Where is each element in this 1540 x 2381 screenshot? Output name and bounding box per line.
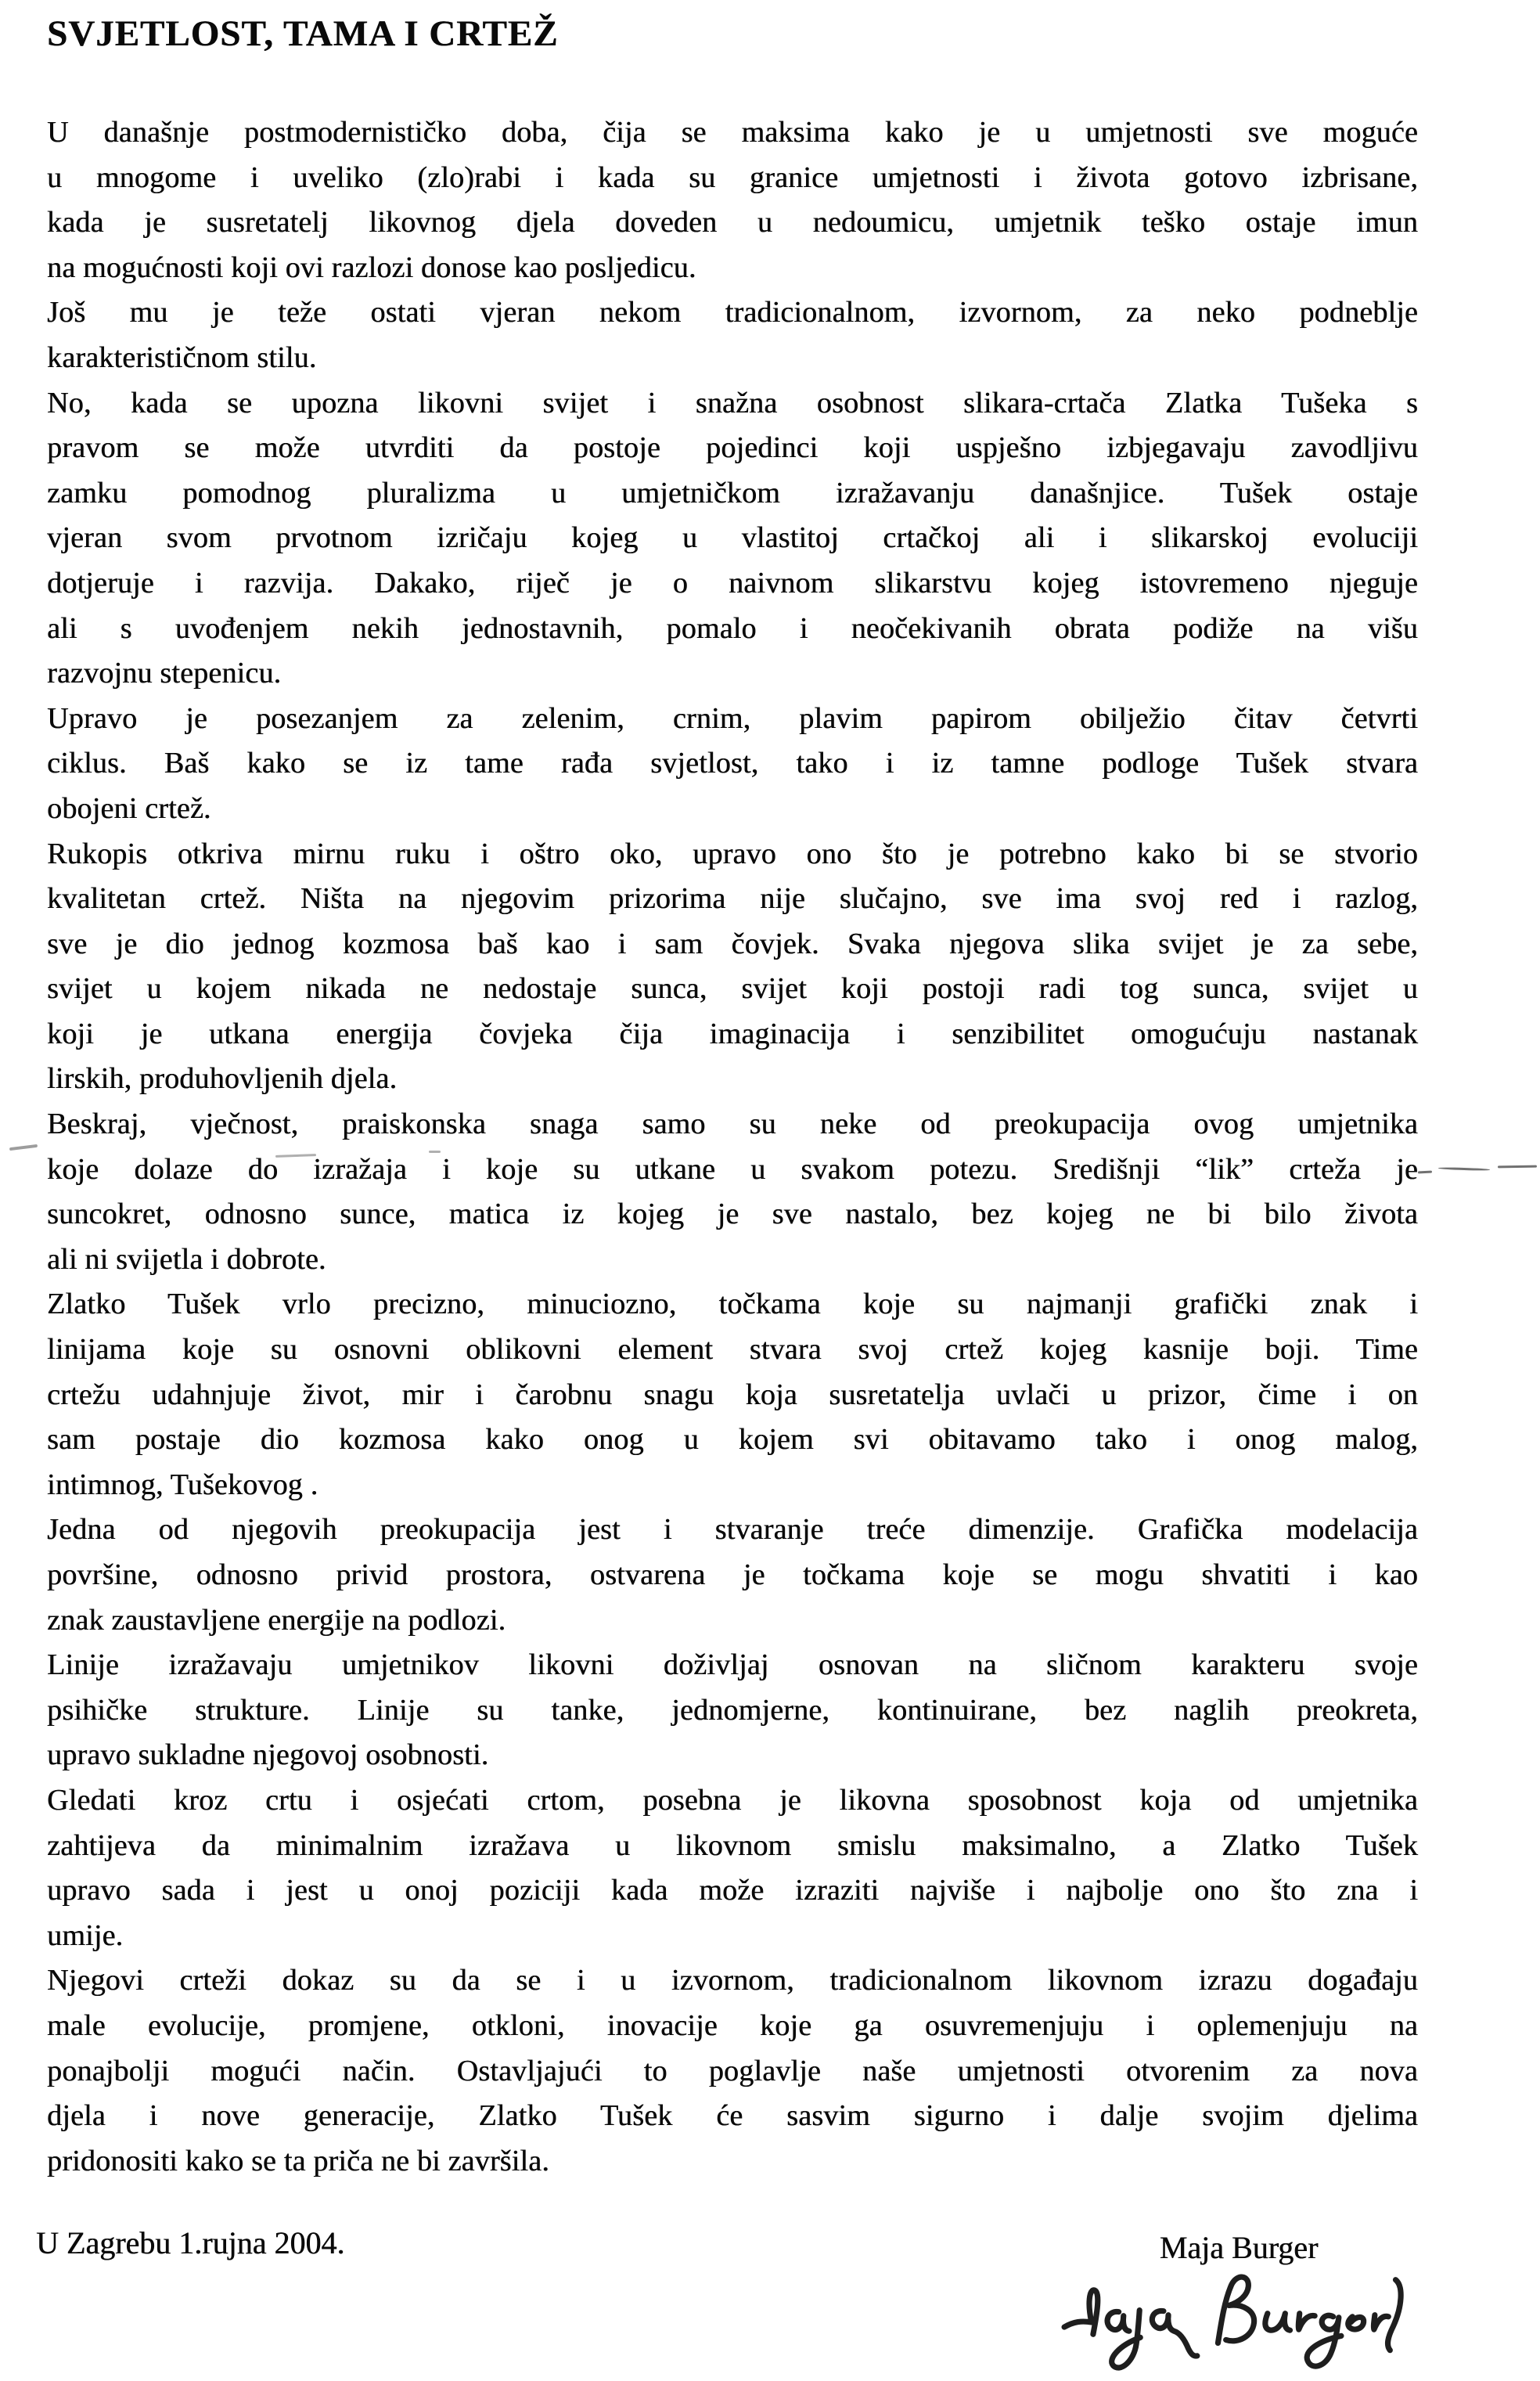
paragraph [47,1507,1418,1643]
text-line: znak zaustavljene energije na podlozi. [47,1603,506,1637]
text-line: svijet u kojem nikada ne nedostaje sunca, svijet koji postoji radi tog sunca, svijet u [47,972,1418,1006]
document-title: SVJETLOST, TAMA I CRTEŽ [47,13,559,54]
paragraph [47,110,1418,290]
pencil-mark-right-margin [1498,1165,1537,1169]
text-line: pridonositi kako se ta priča ne bi završila. [47,2144,549,2177]
pencil-mark-over-text [429,1151,441,1153]
text-line: ponajbolji mogući način. Ostavljajući to poglavlje naše umjetnosti otvorenim za nova [47,2054,1418,2087]
text-line: ali ni svijetla i dobrote. [47,1242,326,1276]
text-line: koje dolaze do izražaja i koje su utkane u svakom potezu. Središnji “lik” crteža je [47,1152,1418,1186]
text-line: sam postaje dio kozmosa kako onog u kojem svi obitavamo tako i onog malog, [47,1423,1418,1457]
text-line: Zlatko Tušek vrlo precizno, minuciozno, točkama koje su najmanji grafički znak i [47,1288,1418,1321]
text-line: vjeran svom prvotnom izričaju kojeg u vlastitoj crtačkoj ali i slikarskoj evoluciji [47,521,1418,555]
text-line: U današnje postmodernističko doba, čija se maksima kako je u umjetnosti sve moguće [47,116,1418,149]
text-line: zamku pomodnog pluralizma u umjetničkom izražavanju današnjice. Tušek ostaje [47,476,1418,510]
text-line: crtežu udahnjuje život, mir i čarobnu snagu koja susretatelja uvlači u prizor, čime i on [47,1378,1418,1411]
paragraph [47,290,1418,380]
text-line: kvalitetan crtež. Ništa na njegovim prizorima nije slučajno, sve ima svoj red i razlog, [47,882,1418,916]
text-line: na mogućnosti koji ovi razlozi donose kao posljedicu. [47,250,696,284]
pencil-mark-left-margin [9,1144,38,1151]
text-line: koji je utkana energija čovjeka čija imaginacija i senzibilitet omogućuju nastanak [47,1017,1418,1050]
text-line: Linije izražavaju umjetnikov likovni doživljaj osnovan na sličnom karakteru svoje [47,1648,1418,1682]
text-line: psihičke strukture. Linije su tanke, jednomjerne, kontinuirane, bez naglih preokreta, [47,1693,1418,1727]
text-line: Jedna od njegovih preokupacija jest i stvaranje treće dimenzije. Grafička modelacija [47,1513,1418,1547]
text-line: Još mu je teže ostati vjeran nekom tradicionalnom, izvornom, za neko podneblje [47,296,1418,330]
text-line: lirskih, produhovljenih djela. [47,1062,398,1096]
text-line: Beskraj, vječnost, praiskonska snaga samo su neke od preokupacija ovog umjetnika [47,1108,1418,1141]
document-body [47,110,1418,2184]
paragraph [47,1102,1418,1282]
text-line: Upravo je posezanjem za zelenim, crnim, plavim papirom obilježio čitav četvrti [47,701,1418,735]
paragraph [47,1958,1418,2184]
text-line: Rukopis otkriva mirnu ruku i oštro oko, upravo ono što je potrebno kako bi se stvorio [47,837,1418,870]
text-line: linijama koje su osnovni oblikovni element stvara svoj crtež kojeg kasnije boji. Time [47,1333,1418,1367]
text-line: dotjeruje i razvija. Dakako, riječ je o naivnom slikarstvu kojeg istovremeno njeguje [47,566,1418,600]
text-line: u mnogome i uveliko (zlo)rabi i kada su granice umjetnosti i života gotovo izbrisane, [47,160,1418,194]
paragraph [47,832,1418,1103]
text-line: razvojnu stepenicu. [47,657,282,690]
text-line: ciklus. Baš kako se iz tame rađa svjetlost, tako i iz tamne podloge Tušek stvara [47,747,1418,780]
text-line: ali s uvođenjem nekih jednostavnih, pomalo i neočekivanih obrata podiže na višu [47,611,1418,645]
text-line: male evolucije, promjene, otkloni, inovacije koje ga osuvremenjuju i oplemenjuju na [47,2008,1418,2042]
text-line: upravo sada i jest u onoj poziciji kada može izraziti najviše i najbolje ono što zna i [47,1874,1418,1907]
text-line: djela i nove generacije, Zlatko Tušek će sasvim sigurno i dalje svojim djelima [47,2099,1418,2133]
pencil-mark-right-margin [1438,1167,1490,1171]
text-line: intimnog, Tušekovog . [47,1468,318,1501]
paragraph [47,1778,1418,1958]
text-line: sve je dio jednog kozmosa baš kao i sam čovjek. Svaka njegova slika svijet je za sebe, [47,927,1418,960]
text-line: kada je susretatelj likovnog djela doveden u nedoumicu, umjetnik teško ostaje imun [47,206,1418,240]
text-line: No, kada se upozna likovni svijet i snažna osobnost slikara-crtača Zlatka Tušeka s [47,386,1418,420]
text-line: Gledati kroz crtu i osjećati crtom, posebna je likovna sposobnost koja od umjetnika [47,1783,1418,1817]
text-line: suncokret, odnosno sunce, matica iz kojeg je sve nastalo, bez kojeg ne bi bilo života [47,1198,1418,1231]
signature-handwritten [1061,2265,1413,2381]
text-line: upravo sukladne njegovoj osobnosti. [47,1738,489,1772]
pencil-mark-right-margin [1418,1171,1432,1174]
text-line: pravom se može utvrditi da postoje pojedinci koji uspješno izbjegavaju zavodljivu [47,431,1418,465]
paragraph [47,1282,1418,1507]
author-name: Maja Burger [1159,2230,1319,2265]
text-line: zahtijeva da minimalnim izražava u likovnom smislu maksimalno, a Zlatko Tušek [47,1828,1418,1862]
text-line: umije. [47,1918,124,1952]
place-date: U Zagrebu 1.rujna 2004. [36,2225,345,2260]
paragraph [47,697,1418,832]
paragraph [47,1643,1418,1778]
text-line: obojeni crtež. [47,791,211,825]
text-line: Njegovi crteži dokaz su da se i u izvornom, tradicionalnom likovnom izrazu događaju [47,1964,1418,1997]
paragraph [47,381,1418,697]
text-line: karakterističnom stilu. [47,340,317,374]
text-line: površine, odnosno privid prostora, ostvarena je točkama koje se mogu shvatiti i kao [47,1558,1418,1591]
